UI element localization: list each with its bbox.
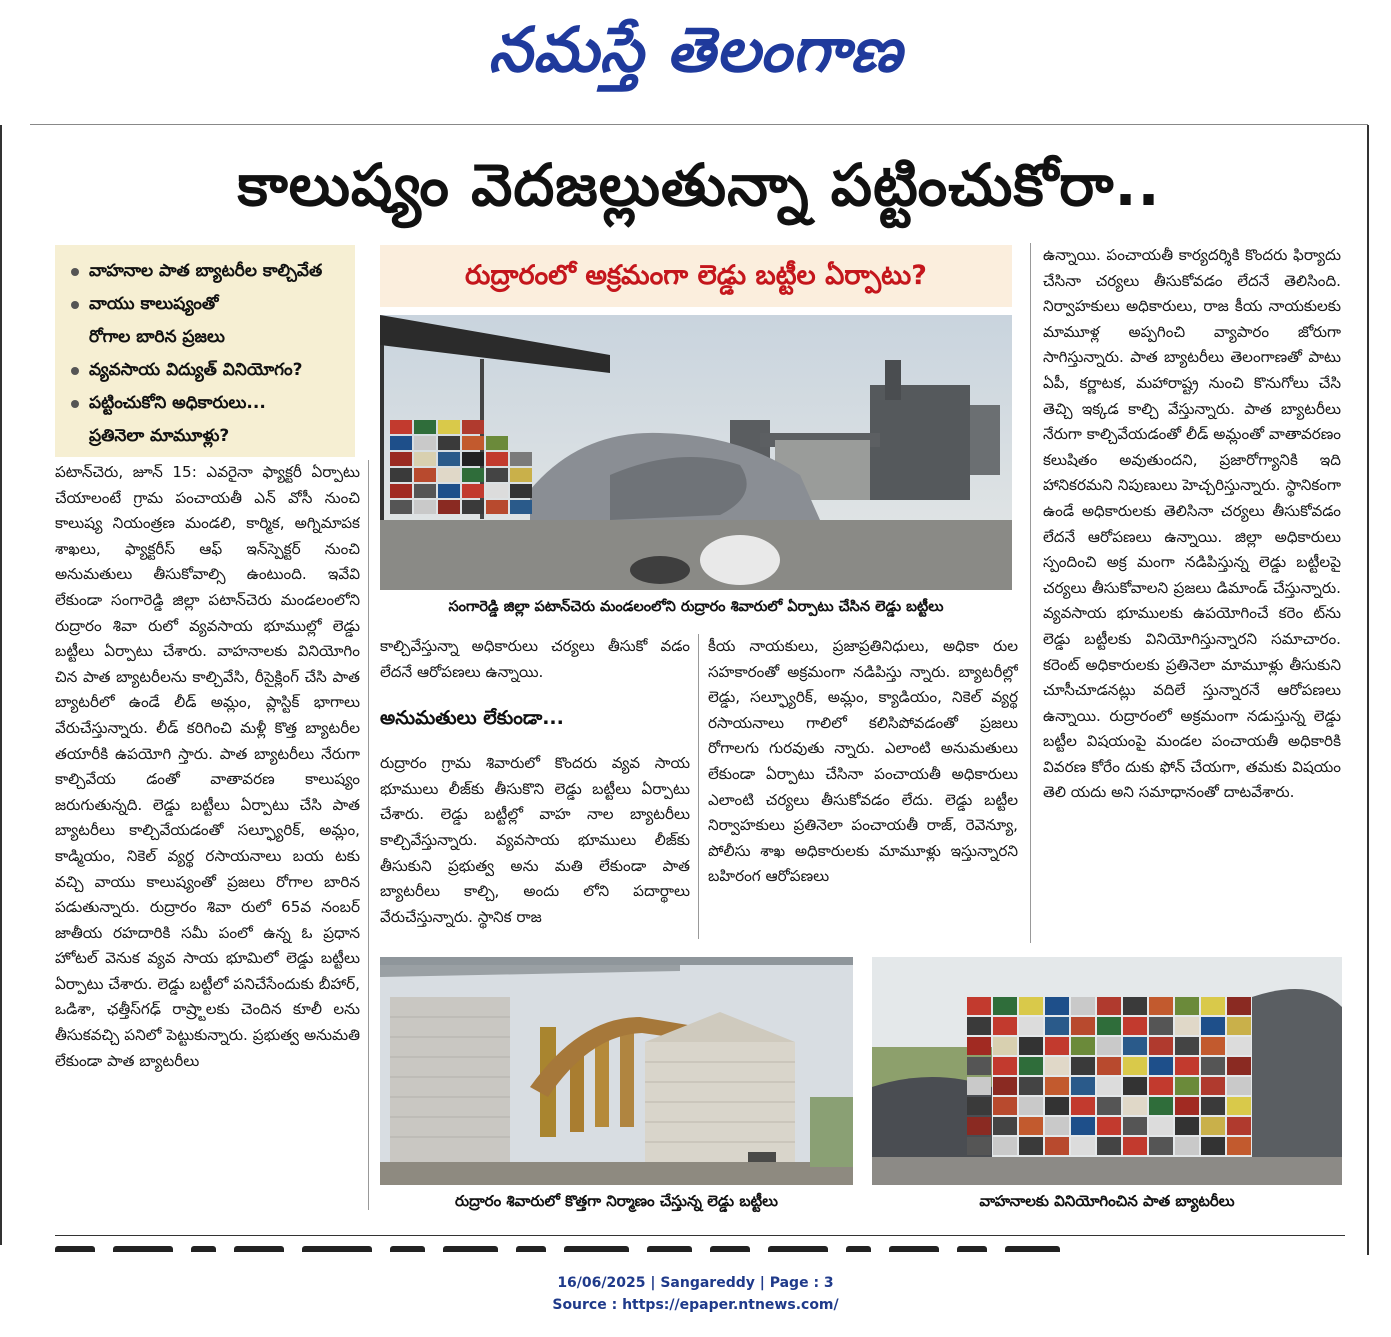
frame-right-rule bbox=[1367, 125, 1369, 1255]
bullet-dot-icon bbox=[71, 367, 79, 375]
page-footer bbox=[0, 1272, 1391, 1316]
article-paragraph: కాల్చివేస్తున్నా అధికారులు చర్యలు తీసుకో వడం లేదనే ఆరోపణలు ఉన్నాయి. bbox=[380, 637, 690, 681]
frame-top-rule bbox=[30, 124, 1368, 125]
article-column-middle-2 bbox=[708, 634, 1018, 939]
highlight-text-continued: రోగాల బారిన ప్రజలు bbox=[89, 327, 225, 347]
bullet-dot-icon bbox=[71, 268, 79, 276]
article-headline: కాలుష్యం వెదజల్లుతున్నా పట్టించుకోరా.. bbox=[237, 151, 1161, 219]
highlight-item bbox=[67, 354, 345, 387]
article-paragraph: ఉన్నాయి. పంచాయతీ కార్యదర్శికి కొందరు ఫిర్యాదు చేసినా చర్యలు తీసుకోవడం లేదనే తెలిసింది. నిర్వాహకులు అధికారులు, రాజ కీయ నాయకులకు మామూళ్ల అప్పగించి వ్యాపారం జోరుగా సాగిస్తున్నారు. పాత బ్యాటరీలు తెలంగాణతో పాటు ఏపీ, కర్ణాటక, మహారాష్ట్ర నుంచి కొనుగోలు చేసి తెచ్చి ఇక్కడ కాల్చి వేస్తున్నారు. పాత బ్యాటరీలు నేరుగా కాల్చివేయడంతో లీడ్ అమ్లంతో వాతావరణం కలుషితం అవుతుందని, ప్రజారోగ్యానికి ఇది హానికరమని నిపుణులు హెచ్చరిస్తున్నారు. స్థానికంగా ఉండే అధికారులకు తెలిసినా చర్యలు తీసుకోవడం లేదనే ఆరోపణలు ఉన్నాయి. జిల్లా అధికారులు స్పందించి అక్ర మంగా నడిపిస్తున్న లెడ్డు బట్టీలపై చర్యలు తీసుకోవాలని ప్రజలు డిమాండ్ చేస్తున్నారు. వ్యవసాయ భూములకు ఉపయోగించే కరెం ట్‌ను లెడ్డు బట్టీలకు వినియోగిస్తున్నారని సమాచారం. కరెంట్ అధికారులకు ప్రతినెలా మామూళ్లు తీసుకుని చూసీచూడనట్లు వదిలే స్తున్నారనే ఆరోపణలు ఉన్నాయి. రుద్రారంలో అక్రమంగా నడుస్తున్న లెడ్డు బట్టీల విషయంపై మండల పంచాయతీ అధికారికి వివరణ కోరేం దుకు ఫోన్ చేయగా, తమకు విషయం తెలి యదు అని సమాధానంతో దాటవేశారు. bbox=[1043, 246, 1341, 802]
column-divider bbox=[698, 634, 699, 939]
footer-date-location: 16/06/2025 | Sangareddy | Page : 3 bbox=[557, 1275, 834, 1291]
highlight-text: పట్టించుకోని అధికారులు... bbox=[89, 393, 266, 413]
article-column-left bbox=[55, 460, 360, 1210]
photo-caption-main: సంగారెడ్డి జిల్లా పటాన్‌చెరు మండలంలోని రుద్రారం శివారులో ఏర్పాటు చేసిన లెడ్డు బట్టీలు bbox=[448, 599, 944, 615]
footer-source: Source : https://epaper.ntnews.com/ bbox=[552, 1297, 839, 1313]
article-paragraph: కీయ నాయకులు, ప్రజాప్రతినిధులు, అధికా రుల సహకారంతో అక్రమంగా నడిపిస్తు న్నారు. బ్యాటరీల్లో లెడ్డు, సల్ఫ్యూరిక్, అమ్లం, క్యాడియం, నికెల్ వ్యర్థ రసాయనాలు గాలిలో కలిసిపోవడంతో ప్రజలు రోగాలగు గురవుతు న్నారు. ఎలాంటి అనుమతులు లేకుండా ఏర్పాటు చేసినా పంచాయతీ అధికారులు ఎలాంటి చర్యలు తీసుకోవడం లేదు. లెడ్డు బట్టీల నిర్వాహకులు ప్రతినెలా పంచాయతీ రాజ్, రెవెన్యూ, పోలీసు శాఖ అధికారులకు మామూళ్లు ఇస్తున్నారని బహిరంగ ఆరోపణలు bbox=[708, 637, 1018, 886]
newspaper-title: నమస్తే తెలంగాణ bbox=[488, 13, 903, 86]
highlight-item bbox=[67, 288, 345, 354]
frame-left-rule bbox=[0, 125, 2, 1245]
bullet-dot-icon bbox=[71, 400, 79, 408]
article-paragraph: రుద్రారం గ్రామ శివారులో కొందరు వ్యవ సాయ భూములు లీజ్‌కు తీసుకొని లెడ్డు బట్టీలు ఏర్పాటు చేశారు. లెడ్డు బట్టీల్లో వాహ నాల బ్యాటరీలు కాల్చివేస్తున్నారు. వ్యవసాయ భూములు లీజ్‌కు తీసుకుని ప్రభుత్వ అను మతి లేకుండా పాత బ్యాటరీలు కాల్చి, అందు లోని పదార్థాలు వేరుచేస్తున్నారు. స్థానిక రాజ bbox=[380, 754, 690, 926]
highlight-item bbox=[67, 387, 345, 453]
masthead bbox=[0, 0, 1391, 110]
article-column-right bbox=[1043, 243, 1341, 943]
highlight-text-continued: ప్రతినెలా మామూళ్లు? bbox=[89, 426, 230, 446]
highlight-text: వాహనాల పాత బ్యాటరీల కాల్చివేత bbox=[89, 261, 323, 281]
next-article-clipped-strip bbox=[55, 1246, 1345, 1254]
bullet-dot-icon bbox=[71, 301, 79, 309]
highlight-text: వ్యవసాయ విద్యుత్ వినియోగం? bbox=[89, 360, 303, 380]
column-divider bbox=[368, 460, 369, 1210]
photo-new-kiln-construction bbox=[380, 957, 853, 1185]
photo-caption-bottom-left: రుద్రారం శివారులో కొత్తగా నిర్మాణం చేస్తున్న లెడ్డు బట్టీలు bbox=[455, 1192, 778, 1210]
bottom-rule bbox=[55, 1235, 1345, 1236]
subheadline-box bbox=[380, 245, 1012, 307]
photo-caption-bottom-right: వాహనాలకు వినియోగించిన పాత బ్యాటరీలు bbox=[979, 1192, 1235, 1210]
article-paragraph: పటాన్‌చెరు, జూన్ 15: ఎవరైనా ఫ్యాక్టరీ ఏర్పాటు చేయాలంటే గ్రామ పంచాయతీ ఎన్ వోసీ నుంచి కాలుష్య నియంత్రణ మండలి, కార్మిక, అగ్నిమాపక శాఖలు, ఫ్యాక్టరీస్ ఆఫ్ ఇన్‌స్పెక్టర్ నుంచి అనుమతులు తీసుకోవాల్సి ఉంటుంది. ఇవేవి లేకుండా సంగారెడ్డి జిల్లా పటాన్‌చెరు మండలంలోని రుద్రారం శివా రులో వ్యవసాయ భూముల్లో లెడ్డు బట్టీలు ఏర్పాటు చేశారు. వాహనాలకు వినియోగిం చిన పాత బ్యాటరీలను కాల్చివేసి, రీసైక్లింగ్ చేసి పాత బ్యాటరీలో ఉండే లీడ్ అమ్లం, ప్లాస్టిక్ భాగాలు వేరుచేస్తున్నారు. లీడ్ కరిగించి మళ్లీ కొత్త బ్యాటరీల తయారీకి ఉపయోగి స్తారు. పాత బ్యాటరీలు నేరుగా కాల్చివేయ డంతో వాతావరణ కాలుష్యం జరుగుతున్నది. లెడ్డు బట్టీలు ఏర్పాటు చేసి పాత బ్యాటరీలు కాల్చివేయడంతో సల్ఫ్యూరిక్, అమ్లం, కాడ్మియం, నికెల్ వ్యర్థ రసాయనాలు బయ టకు వచ్చి వాయు కాలుష్యంతో ప్రజలు రోగాల బారిన పడుతున్నారు. రుద్రారం శివా రులో 65వ నంబర్ జాతీయ రహదారికి సమీ పంలో ఉన్న ఓ ప్రధాన హోటల్ వెనుక వ్యవ సాయ భూమిలో లెడ్డు బట్టీలు ఏర్పాటు చేశారు. లెడ్డు బట్టీలో పనిచేసేందుకు బీహార్, ఒడిశా, ఛత్తీస్‌గఢ్ రాష్ర్టాలకు చెందిన కూలీ లను తీసుకవచ్చి పనిలో పెట్టుకున్నారు. ప్రభుత్వ అనుమతి లేకుండా పాత బ్యాటరీలు bbox=[55, 463, 360, 1070]
photo-old-batteries bbox=[872, 957, 1342, 1185]
photo-lead-kilns bbox=[380, 315, 1012, 590]
highlights-box bbox=[55, 245, 355, 457]
subheadline: రుద్రారంలో అక్రమంగా లెడ్డు బట్టీల ఏర్పాటు? bbox=[465, 260, 927, 291]
section-heading: అనుమతులు లేకుండా... bbox=[380, 707, 564, 729]
highlight-item bbox=[67, 255, 345, 288]
article-column-middle-1 bbox=[380, 634, 690, 939]
column-divider bbox=[1030, 243, 1031, 943]
highlight-text: వాయు కాలుష్యంతో bbox=[89, 294, 219, 314]
